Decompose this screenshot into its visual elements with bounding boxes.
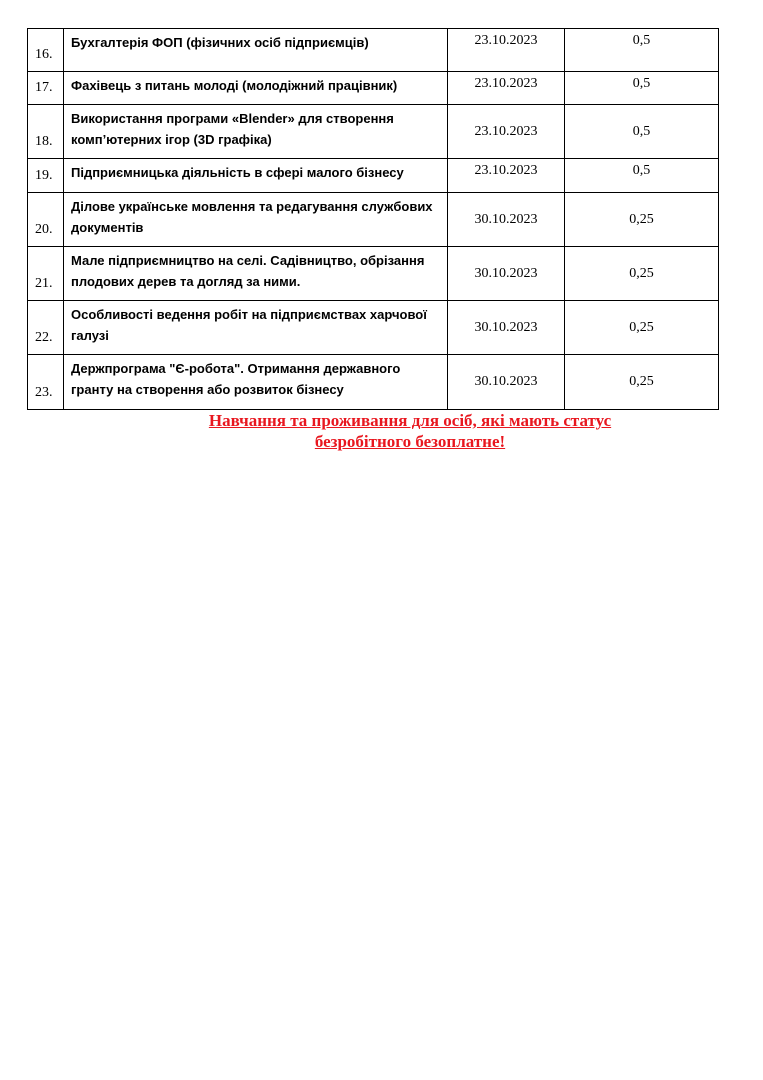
course-value: 0,5 bbox=[565, 159, 719, 193]
course-value: 0,25 bbox=[565, 193, 719, 247]
course-value: 0,25 bbox=[565, 355, 719, 410]
course-date: 23.10.2023 bbox=[448, 29, 565, 72]
row-number: 16. bbox=[28, 29, 64, 72]
table-row bbox=[28, 193, 719, 247]
course-value: 0,25 bbox=[565, 247, 719, 301]
course-name: Бухгалтерія ФОП (фізичних осіб підприємців) bbox=[64, 29, 448, 72]
course-name: Особливості ведення робіт на підприємствах харчової галузі bbox=[64, 301, 448, 355]
free-training-notice bbox=[150, 410, 670, 452]
course-date: 23.10.2023 bbox=[448, 72, 565, 105]
notice-line-1: Навчання та проживання для осіб, які мають статус bbox=[208, 411, 612, 430]
course-value: 0,5 bbox=[565, 72, 719, 105]
course-value: 0,5 bbox=[565, 105, 719, 159]
course-date: 23.10.2023 bbox=[448, 105, 565, 159]
course-date: 23.10.2023 bbox=[448, 159, 565, 193]
row-number: 20. bbox=[28, 193, 64, 247]
table-row bbox=[28, 29, 719, 72]
course-name: Використання програми «Blender» для створення комп’ютерних ігор (3D графіка) bbox=[64, 105, 448, 159]
table-row bbox=[28, 105, 719, 159]
course-date: 30.10.2023 bbox=[448, 247, 565, 301]
course-value: 0,5 bbox=[565, 29, 719, 72]
course-name: Фахівець з питань молоді (молодіжний працівник) bbox=[64, 72, 448, 105]
course-name: Мале підприємництво на селі. Садівництво, обрізання плодових дерев та догляд за ними. bbox=[64, 247, 448, 301]
row-number: 17. bbox=[28, 72, 64, 105]
table-row bbox=[28, 355, 719, 410]
table-row bbox=[28, 301, 719, 355]
table-row bbox=[28, 72, 719, 105]
notice-line-2: безробітного безоплатне! bbox=[314, 432, 506, 451]
course-date: 30.10.2023 bbox=[448, 301, 565, 355]
course-name: Ділове українське мовлення та редагування службових документів bbox=[64, 193, 448, 247]
row-number: 19. bbox=[28, 159, 64, 193]
row-number: 22. bbox=[28, 301, 64, 355]
course-name: Держпрограма "Є-робота". Отримання державного гранту на створення або розвиток бізнесу bbox=[64, 355, 448, 410]
course-name: Підприємницька діяльність в сфері малого бізнесу bbox=[64, 159, 448, 193]
courses-table bbox=[27, 28, 719, 410]
row-number: 23. bbox=[28, 355, 64, 410]
row-number: 18. bbox=[28, 105, 64, 159]
course-date: 30.10.2023 bbox=[448, 355, 565, 410]
row-number: 21. bbox=[28, 247, 64, 301]
table-row bbox=[28, 159, 719, 193]
course-value: 0,25 bbox=[565, 301, 719, 355]
table-row bbox=[28, 247, 719, 301]
course-date: 30.10.2023 bbox=[448, 193, 565, 247]
